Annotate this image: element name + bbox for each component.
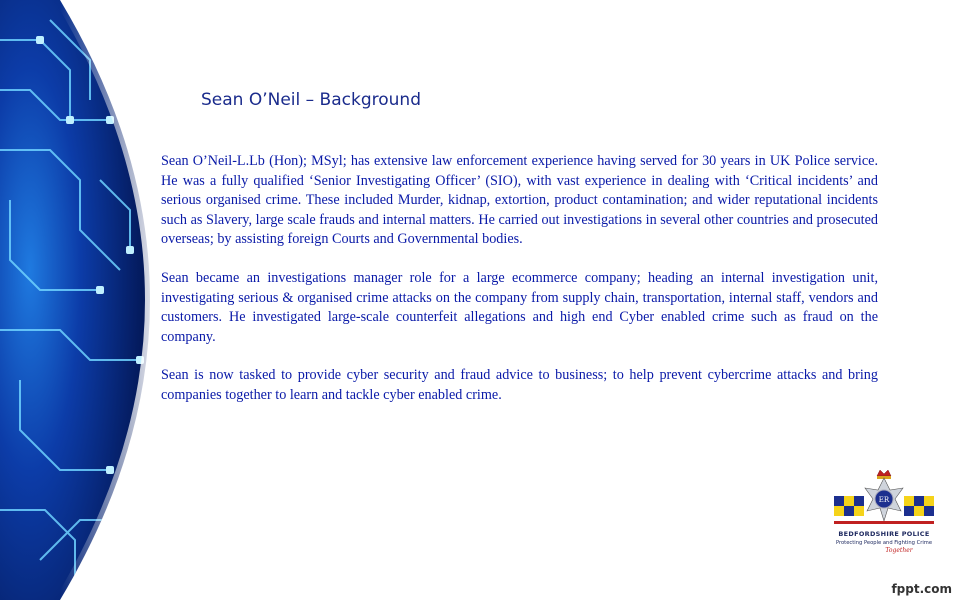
paragraph-current-role: Sean is now tasked to provide cyber security and fraud advice to business; to help prevent cybercrime attacks and bring companies together to learn and tackle cyber enabled crime. <box>161 367 878 403</box>
template-credit: fppt.com <box>891 582 952 596</box>
logo-tagline: Protecting People and Fighting Crime <box>835 540 933 546</box>
logo-name: BEDFORDSHIRE POLICE <box>838 530 930 538</box>
paragraph-career: Sean O’Neil-L.Lb (Hon); MSyl; has extensive law enforcement experience having served for 30 years in UK Police service. He was a fully qualified ‘Senior Investigating Officer’ (SIO), with vast experience in dealing with ‘Critical incidents’ and serious organised crime. These included Murder, kidnap, extortion, product contamination; and wider reputational incidents such as Slavery, large scale frauds and internal matters. He carried out investigations in several other countries and prosecuted overseas; by assisting foreign Courts and Governmental bodies. <box>161 153 878 248</box>
paragraph-ecommerce: Sean became an investigations manager role for a large ecommerce company; heading an internal investigation unit, investigating serious & organised crime attacks on the company from supply chain, transportation, internal staff, vendors and customers. He investigated large-scale counterfeit allegations and high end Cyber enabled crime such as fraud on the company. <box>161 269 878 345</box>
logo-tagline-together: Together <box>885 547 913 554</box>
body-text <box>161 152 878 406</box>
crest-letters: ER <box>878 496 890 504</box>
slide-title: Sean O’Neil – Background <box>201 90 421 110</box>
